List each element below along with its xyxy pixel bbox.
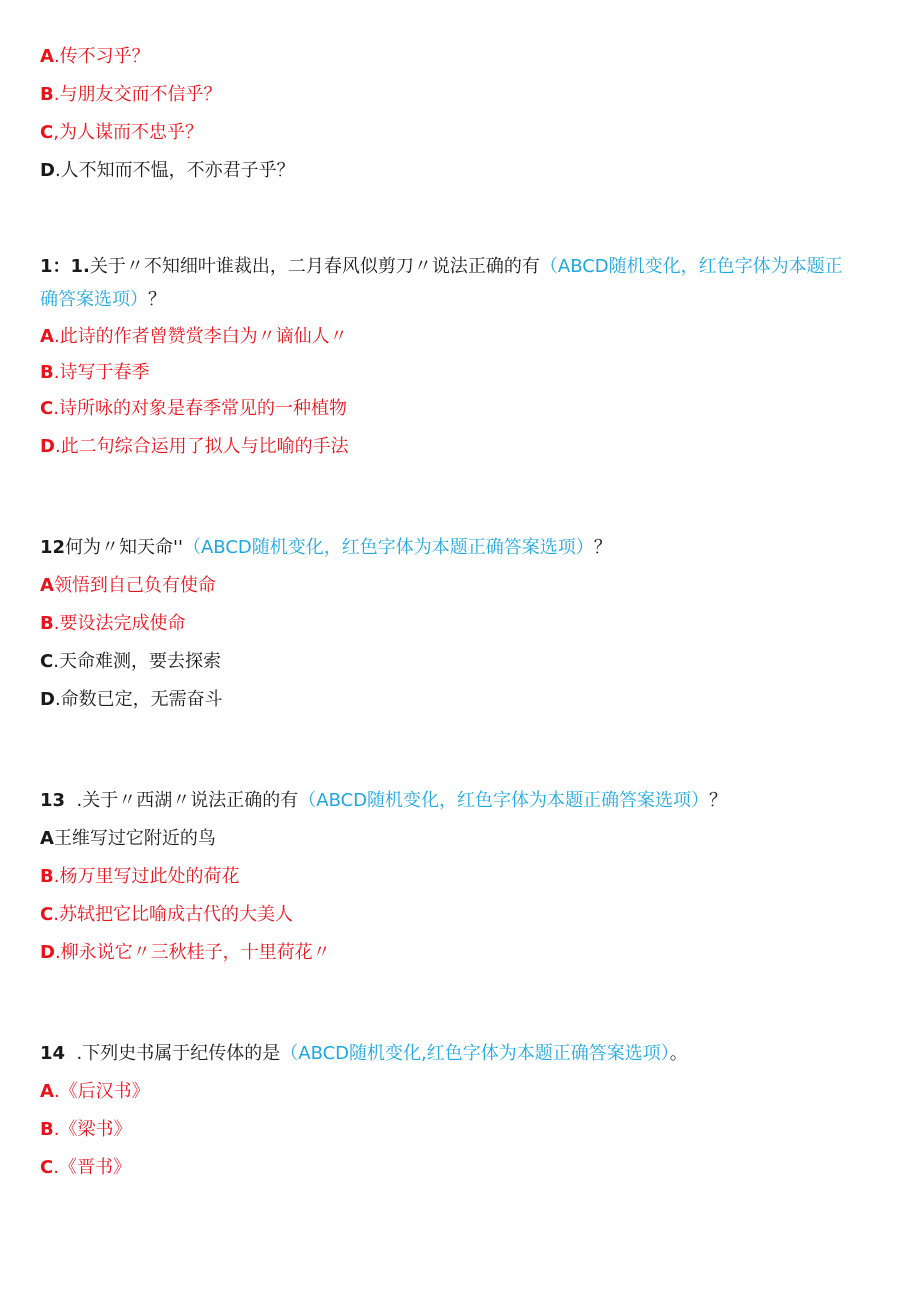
option-text: .柳永说它〃三秋桂子，十里荷花〃 — [54, 942, 331, 963]
option-letter: D — [40, 436, 55, 457]
option-text: .此诗的作者曾赞赏李白为〃谪仙人〃 — [53, 326, 348, 347]
option-letter: A — [40, 575, 54, 596]
option-text: .此二句综合运用了拟人与比喻的手法 — [54, 436, 349, 457]
question-suffix: ？ — [709, 790, 728, 811]
question-text: 何为〃知天命'' — [65, 537, 183, 558]
option-a — [40, 573, 216, 599]
option-a — [40, 324, 348, 350]
option-letter: C — [40, 1157, 54, 1178]
option-text: .诗所咏的对象是春季常见的一种植物 — [53, 398, 347, 419]
option-text: .要设法完成使命 — [53, 613, 186, 634]
option-letter: D — [40, 689, 55, 710]
question-suffix: ？ — [593, 537, 612, 558]
option-text: .与朋友交而不信乎？ — [53, 84, 222, 105]
question-text: 关于〃不知细叶谁裁出，二月春风似剪刀〃说法正确的有 — [89, 256, 540, 277]
option-c — [40, 396, 347, 422]
option-text: .苏轼把它比喻成古代的大美人 — [53, 904, 293, 925]
option-letter: A — [40, 326, 54, 347]
option-d — [40, 434, 349, 460]
option-text: 王维写过它附近的鸟 — [53, 828, 216, 849]
question-number: 14 — [40, 1043, 66, 1064]
question-11-stem — [40, 254, 843, 280]
option-letter: C — [40, 651, 54, 672]
question-12-stem — [40, 535, 612, 561]
option-letter: C — [40, 904, 54, 925]
option-b — [40, 82, 221, 108]
option-letter: B — [40, 362, 54, 383]
option-c — [40, 902, 293, 928]
question-note: （ABCD随机变化，红色字体为本题正 — [539, 256, 843, 277]
option-a — [40, 826, 216, 852]
question-number: 12 — [40, 537, 66, 558]
question-note: 确答案选项） — [40, 289, 148, 310]
option-letter: B — [40, 84, 54, 105]
option-letter: A — [40, 46, 54, 67]
question-suffix: ？ — [148, 289, 166, 310]
option-d — [40, 158, 295, 184]
question-text: .关于〃西湖〃说法正确的有 — [76, 790, 299, 811]
question-number: 1：1. — [40, 256, 90, 277]
question-note: （ABCD随机变化，红色字体为本题正确答案选项） — [298, 790, 710, 811]
option-b — [40, 864, 239, 890]
option-text: .人不知而不愠，不亦君子乎？ — [54, 160, 295, 181]
option-letter: D — [40, 942, 55, 963]
option-text: .天命难测，要去探索 — [53, 651, 221, 672]
question-note: （ABCD随机变化,红色字体为本题正确答案选项） — [280, 1043, 670, 1064]
option-text: .《晋书》 — [53, 1157, 131, 1178]
option-letter: C — [40, 122, 54, 143]
option-text: .诗写于春季 — [53, 362, 150, 383]
question-14-stem — [40, 1041, 688, 1067]
question-suffix: 。 — [669, 1043, 688, 1064]
option-letter: A — [40, 1081, 54, 1102]
option-b — [40, 1117, 131, 1143]
question-note: （ABCD随机变化，红色字体为本题正确答案选项） — [182, 537, 594, 558]
option-b — [40, 611, 185, 637]
option-c — [40, 1155, 131, 1181]
option-letter: A — [40, 828, 54, 849]
question-number: 13 — [40, 790, 66, 811]
option-text: .《后汉书》 — [53, 1081, 150, 1102]
option-letter: B — [40, 1119, 54, 1140]
option-text: 领悟到自己负有使命 — [53, 575, 216, 596]
option-letter: B — [40, 613, 54, 634]
option-text: ,为人谋而不忠乎？ — [53, 122, 203, 143]
option-d — [40, 687, 223, 713]
option-text: .命数已定，无需奋斗 — [54, 689, 223, 710]
option-a — [40, 1079, 150, 1105]
option-a — [40, 44, 150, 70]
question-11-stem-cont — [40, 287, 166, 313]
question-13-stem — [40, 788, 727, 814]
question-text: .下列史书属于纪传体的是 — [76, 1043, 281, 1064]
option-letter: D — [40, 160, 55, 181]
option-text: .传不习乎？ — [53, 46, 150, 67]
option-c — [40, 120, 203, 146]
option-b — [40, 360, 149, 386]
option-text: .杨万里写过此处的荷花 — [53, 866, 240, 887]
option-d — [40, 940, 331, 966]
option-c — [40, 649, 221, 675]
option-letter: B — [40, 866, 54, 887]
option-text: .《梁书》 — [53, 1119, 132, 1140]
option-letter: C — [40, 398, 54, 419]
